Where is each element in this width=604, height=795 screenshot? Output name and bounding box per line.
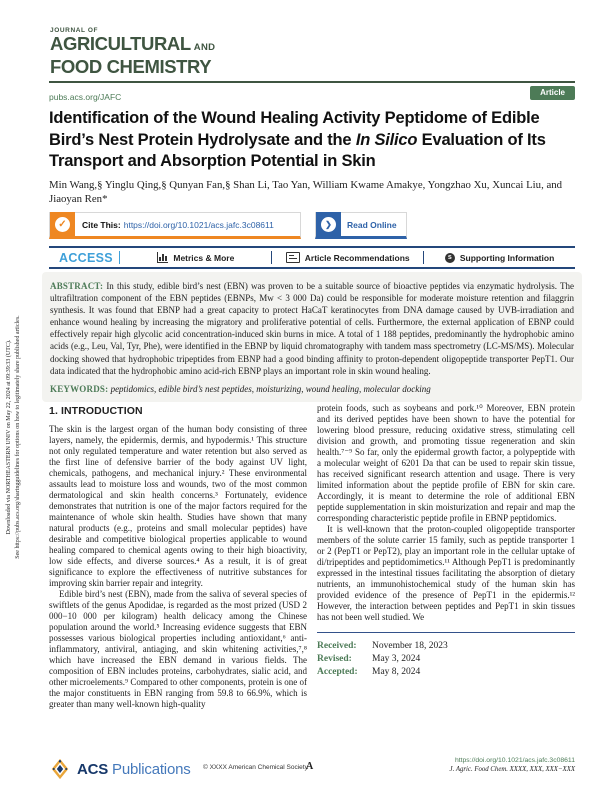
right-column [317,403,575,679]
supporting-info-icon: s [445,253,455,263]
header-row [49,87,575,101]
abstract-paragraph [50,280,574,377]
recommendations-label: Article Recommendations [304,252,410,263]
accepted-row [317,666,575,679]
watermark-line1: Downloaded via NORTHEASTERN UNIV on May 22, 2024 at 09:39:33 (UTC). [6,339,12,535]
title-part2: Evaluation of Its Transport and Absorption Potential in Skin [49,130,546,170]
revised-label: Revised: [317,654,352,664]
intro-paragraph-3: protein foods, such as soybeans and pork.¹⁰ Moreover, EBN protein and its derived peptides have been shown to have the potential for lowering blood pressure, reducing oxidative stress, stimulating cell division and growth, and promoting tissue regeneration and skin health.⁷⁻⁹ So far, only the epidermal growth factor, a polypeptide with a molecular weight of 6201 Da that can be used to repair skin tissue, has received significant research attention and usage. There is very limited information about the peptide profile of EBN for skin care. Accordingly, it is meant to determine the role of additional EBN peptide supplementation in skin moisturization and repair and map the corresponding characteristic peptide profile in EBNP peptidomics. [317,403,575,523]
intro-paragraph-1: The skin is the largest organ of the human body consisting of three layers, namely, the epidermis, dermis, and hypodermis.¹ This structure not only regulated temperature and water retention but also served as the first line of defensive barrier of the body against UV light, chemicals, pathogens, and mechanical injury.² These environmental assaults lead to moisture loss and wounds, two of the most common dermatological and skin health concerns.³ Fortunately, evidence demonstrates that nutrition is one of the major factors required for the maintenance of whole skin health. Studies have shown that many natural products (e.g., proteins and small molecular peptides) have desirable and competitive biological properties applicable to wound healing compared to chemical agents owing to their high bioactivity, low side effects, and diverse sources.⁴ As a result, it is of great significance to explore the effectiveness of nutritive substances for improving skin barrier repair and integrity. [49,424,307,588]
journal-logo-line2: FOOD CHEMISTRY [50,56,212,77]
accepted-label: Accepted: [317,667,358,677]
article-dates [317,632,575,679]
left-column [49,403,307,710]
accepted-date: May 8, 2024 [372,667,421,677]
doi-link[interactable]: https://doi.org/10.1021/acs.jafc.3c08611 [123,219,274,230]
metrics-label: Metrics & More [173,252,235,263]
cite-checkmark: ✓ [55,217,70,232]
cite-this-box[interactable] [49,212,301,239]
revised-date: May 3, 2024 [372,654,421,664]
download-watermark [5,237,23,637]
cite-check-icon [50,212,75,237]
acs-publications-logo [49,758,191,780]
bar-chart-icon [157,252,168,263]
intro-paragraph-4: It is well-known that the proton-coupled oligopeptide transporter members of the solute carrier 15 family, such as peptide transporter 1 or 2 (PepT1 or PepT2), play an important role in the cellular uptake of di/tripeptides and peptidomimetics.¹¹ Although PepT1 is predominantly expressed in the intestinal tissues facilitating the absorption of dietary nutrients, an immunohistochemical study of the human skin has provided evidence of the presence of PepT1 in the epidermis.¹² However, the interaction between peptides and PepT1 in skin tissues has not been well studied. We [317,524,575,622]
read-online-button[interactable] [315,212,407,239]
introduction-heading: 1. INTRODUCTION [49,405,143,417]
title-italic: In Silico [355,130,418,149]
abstract-label: ABSTRACT: [50,281,104,291]
journal-logo [50,27,215,76]
access-bar-bottom-rule [49,267,575,269]
read-online-label: Read Online [347,219,397,230]
recommendations-link[interactable] [272,252,423,263]
received-row [317,640,575,653]
footer-citation-block [450,753,575,774]
journal-logo-kicker: JOURNAL OF [50,27,99,34]
abstract-text: In this study, edible bird’s nest (EBN) was proven to be a suitable source of bioactive peptides via enzymatic hydrolysis. The ultrafiltration component of the EBN peptides (EBNPs, Mw < 3 000 Da) could be responsible for moderate moisture retention and filaggrin synthesis. It was found that EBNP had a great capacity to protect HaCaT keratinocytes from DNA damage caused by UVB-irradiation and enhance wound healing by increasing the migratory and proliferative potential of cells. Furthermore, the external application of EBNP could effectively repair high glycolic acid concentration-induced skin burns in mice. A total of 1 188 peptides, predominantly the hydrophobic amino acids (e.g., Leu, Val, Tyr, Phe), were identified in the EBNP by liquid chromatography with tandem mass spectrometry (LC-MS/MS). Molecular docking showed that hydrophobic tripeptides from EBNP had a good binding affinity to proton-dependent oligopeptide transporter PepT1. Our data indicated that the hydrophobic amino acid-rich EBNP plays an important role in skin wound healing. [50,281,574,376]
acs-text: ACS [77,760,109,778]
supporting-info-label: Supporting Information [459,252,555,263]
read-online-glyph: ❯ [321,217,336,232]
watermark-line2: See https://pubs.acs.org/sharingguidelines for options on how to legitimately share published articles. [14,315,21,559]
article-title [49,108,575,173]
cite-this-label: Cite This: [82,219,121,230]
footer-doi-link[interactable]: https://doi.org/10.1021/acs.jafc.3c08611 [454,757,575,764]
page-number: A [306,761,314,772]
abstract-section [42,272,582,402]
document-icon [286,252,300,263]
access-bar [49,249,575,266]
journal-logo-and: AND [193,42,216,53]
footer-journal-citation: J. Agric. Food Chem. XXXX, XXX, XXX−XXX [449,766,575,773]
article-type-badge: Article [530,86,575,100]
access-bar-top-rule [49,246,575,248]
title-part1: Identification of the Wound Healing Activity Peptidome of Edible Bird’s Nest Protein Hydrolysate and the [49,109,540,149]
acs-phoenix-icon [49,758,71,780]
copyright-notice: © XXXX American Chemical Society [203,764,308,771]
keywords-label: KEYWORDS: [50,383,109,394]
publications-text: Publications [112,760,191,778]
authors-line: Min Wang,§ Yinglu Qing,§ Qunyan Fan,§ Shan Li, Tao Yan, William Kwame Amakye, Yongzhao Xu, Xuncai Liu, and Jiaoyan Ren* [49,179,563,205]
journal-url-link[interactable]: pubs.acs.org/JAFC [49,92,122,102]
supporting-info-link[interactable] [424,253,575,263]
keywords-line [50,384,574,395]
journal-logo-word1: AGRICULTURAL [50,33,191,54]
acs-publications-wordmark [77,761,191,778]
keywords-text: peptidomics, edible bird’s nest peptides, moisturizing, wound healing, molecular docking [110,383,431,394]
access-link[interactable]: ACCESS [59,250,113,265]
received-label: Received: [317,641,357,651]
metrics-link[interactable] [120,252,271,263]
read-online-icon [316,212,341,237]
revised-row [317,653,575,666]
intro-paragraph-2: Edible bird’s nest (EBN), made from the saliva of several species of swiftlets of the genus Apodidae, is regarded as the most prized (USD 2 000−10 000 per kilogram) health delicacy among the Chinese population around the world.⁵ Increasing evidence suggests that EBN possesses various biological properties including antioxidant,⁶ anti-inflammatory, antiviral, antiaging, and skin whitening activities,⁷,⁸ which have increased the EBN demand in various fields. The composition of EBN includes proteins, carbohydrates, sialic acid, and other microelements.⁹ Compared to other components, protein is one of the major constituents in EBN ranging from 59.8 to 66.9%, which is greater than many well-known high-quality [49,589,307,709]
header-rule [49,81,575,83]
received-date: November 18, 2023 [372,641,448,651]
journal-logo-line1 [50,34,215,57]
